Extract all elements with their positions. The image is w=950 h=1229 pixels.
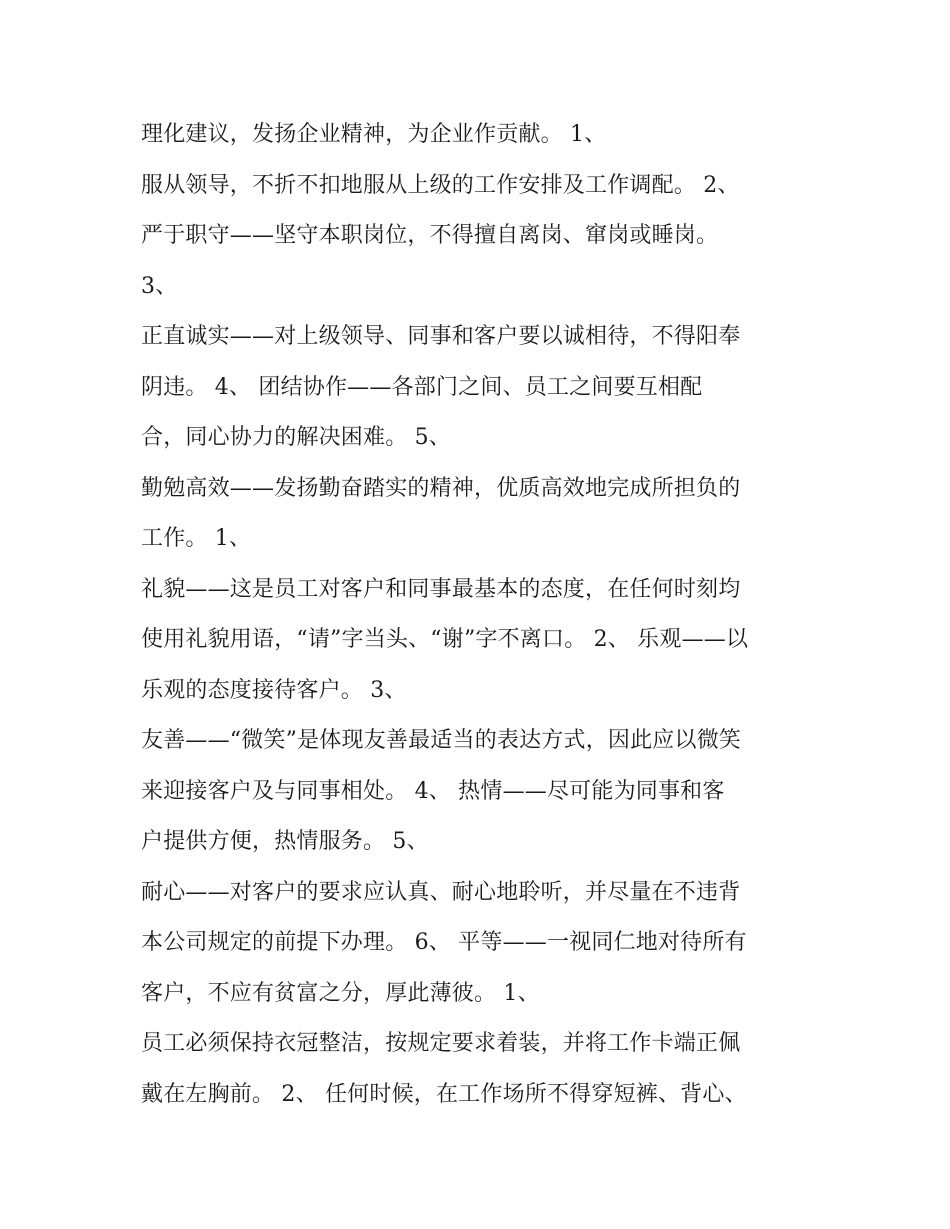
text-line: 正直诚实——对上级领导、同事和客户要以诚相待，不得阳奉 [141,324,741,349]
text-line: 客户，不应有贫富之分，厚此薄彼。 1、 [141,980,540,1006]
text-line: 户提供方便，热情服务。 5、 [141,829,429,854]
text-line: 服从领导，不折不扣地服从上级的工作安排及工作调配。 2、 [141,172,740,198]
text-line: 来迎接客户及与同事相处。 4、 热情——尽可能为同事和客 [141,778,725,804]
text-line: 合，同心协力的解决困难。 5、 [141,425,451,450]
text-line: 3、 [141,273,178,299]
text-line: 勤勉高效——发扬勤奋踏实的精神，优质高效地完成所担负的 [141,475,741,501]
text-line: 使用礼貌用语，“请”字当头、“谢”字不离口。 2、 乐观——以 [141,627,749,652]
body-text [141,110,841,1120]
text-line: 乐观的态度接待客户。 3、 [141,677,407,703]
text-line: 戴在左胸前。 2、 任何时候，在工作场所不得穿短裤、背心、 [141,1081,747,1107]
text-line: 理化建议，发扬企业精神，为企业作贡献。 1、 [141,122,607,147]
text-line: 员工必须保持衣冠整洁，按规定要求着装，并将工作卡端正佩 [141,1031,741,1056]
text-line: 耐心——对客户的要求应认真、耐心地聆听，并尽量在不违背 [141,879,741,905]
text-line: 工作。 1、 [141,526,252,551]
text-line: 礼貌——这是员工对客户和同事最基本的态度，在任何时刻均 [141,576,741,602]
text-line: 阴违。 4、 团结协作——各部门之间、员工之间要互相配 [141,374,703,400]
text-line: 严于职守——坚守本职岗位，不得擅自离岗、窜岗或睡岗。 [141,223,719,248]
text-line: 友善——“微笑”是体现友善最适当的表达方式，因此应以微笑 [141,728,742,753]
text-line: 本公司规定的前提下办理。 6、 平等——一视同仁地对待所有 [141,930,747,955]
